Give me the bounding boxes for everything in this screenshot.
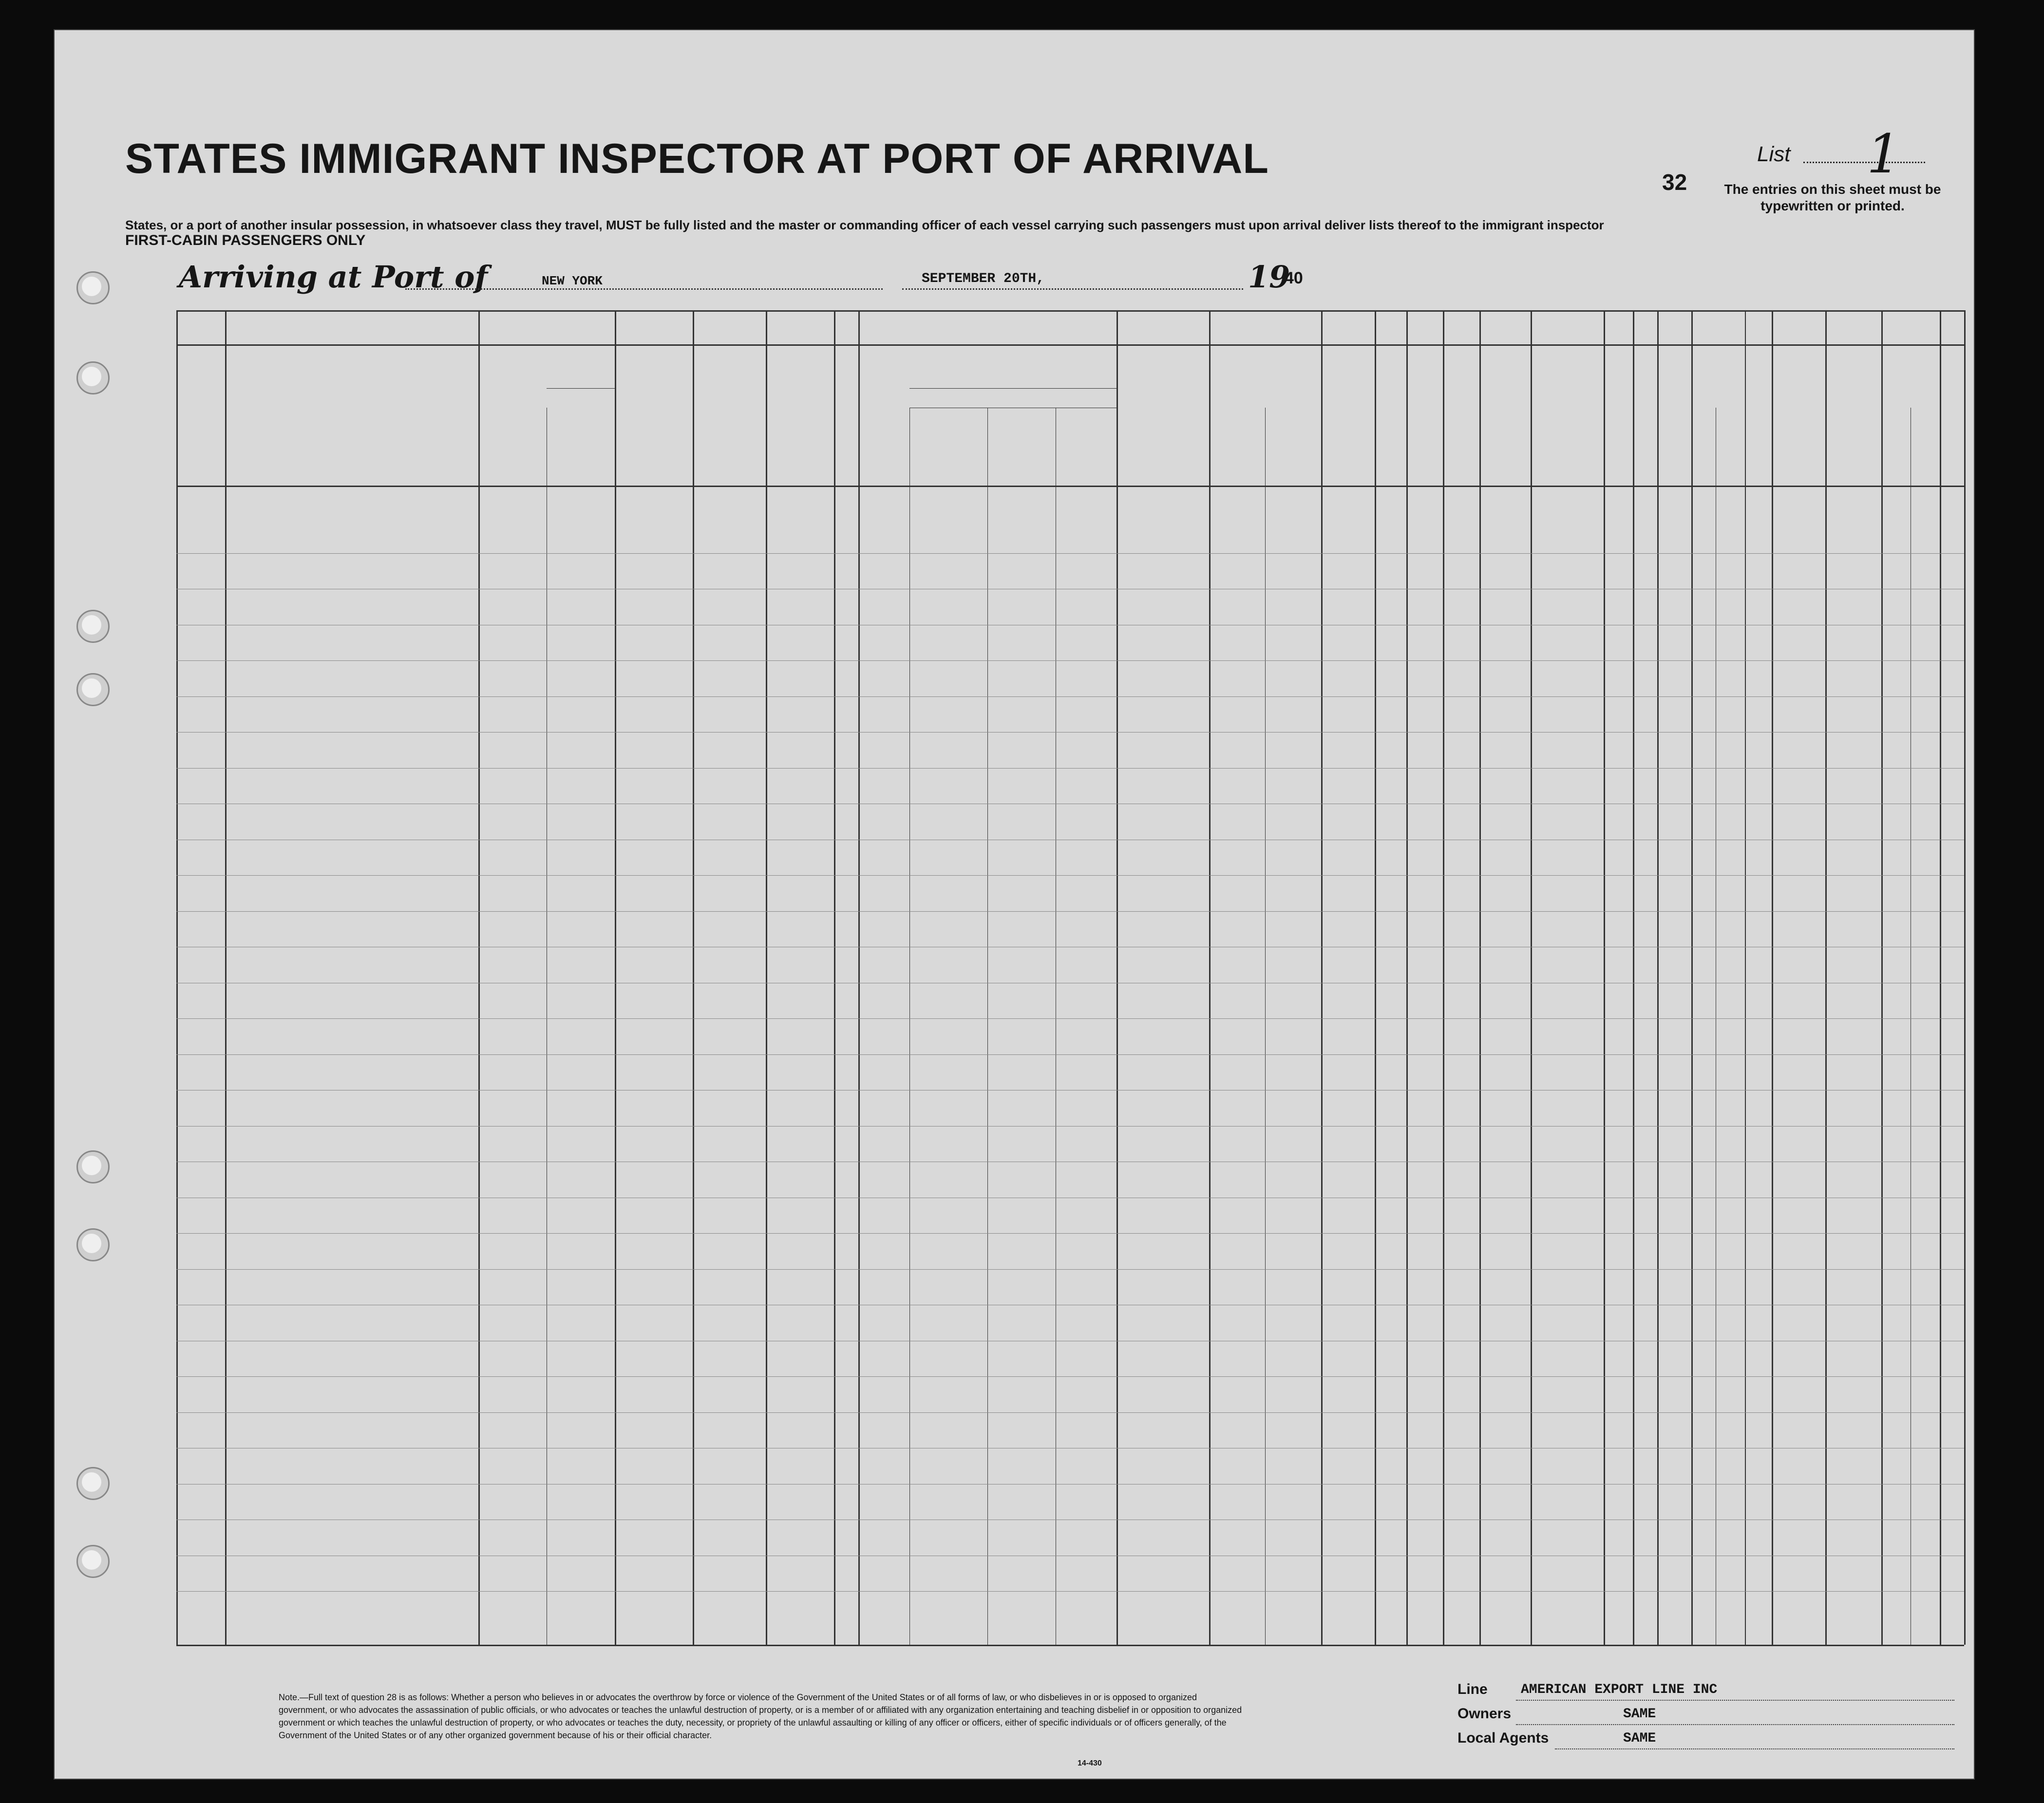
row-rule	[176, 1376, 1964, 1377]
year-prefix: 19	[1248, 259, 1290, 295]
column-rule	[1321, 310, 1323, 1645]
subcolumn-rule	[1265, 408, 1266, 1645]
year-suffix: 40	[1285, 269, 1303, 287]
row-rule	[176, 696, 1964, 697]
agents-value: SAME	[1623, 1731, 1656, 1746]
column-rule	[834, 310, 835, 1645]
binder-hole-icon	[76, 271, 110, 304]
owners-value: SAME	[1623, 1707, 1656, 1722]
manifest-sheet	[54, 29, 1975, 1780]
row-rule	[176, 768, 1964, 769]
column-rule	[1209, 310, 1211, 1645]
row-rule	[176, 1269, 1964, 1270]
page-subtitle: States, or a port of another insular possession, in whatsoever class they travel, MUST be fully listed and the master or commanding officer of each vessel carrying such passengers must upon arrival deliver lists thereof to the immigrant inspector	[125, 218, 1604, 232]
column-rule	[1443, 310, 1444, 1645]
column-rule	[1940, 310, 1941, 1645]
column-rule	[1691, 310, 1693, 1645]
owners-label: Owners	[1457, 1706, 1512, 1722]
row-rule	[176, 911, 1964, 912]
header-rule	[176, 310, 1964, 312]
column-rule	[1825, 310, 1827, 1645]
line-label: Line	[1457, 1681, 1488, 1697]
header-rule	[176, 344, 1964, 346]
column-rule	[176, 310, 178, 1645]
sheet-number: 32	[1662, 169, 1687, 195]
row-rule	[176, 1018, 1964, 1019]
footer-rule	[1516, 1700, 1954, 1701]
subheader-rule	[547, 388, 615, 389]
binder-hole-icon	[76, 361, 110, 394]
port-value: NEW YORK	[542, 274, 603, 288]
column-rule	[225, 310, 227, 1645]
column-rule	[766, 310, 767, 1645]
binder-hole-icon	[76, 1545, 110, 1578]
arriving-label: Arriving at Port of	[179, 259, 488, 295]
row-rule	[176, 660, 1964, 661]
typewritten-instructions: The entries on this sheet must be typewritten or printed.	[1724, 182, 1941, 213]
binder-hole-icon	[76, 1150, 110, 1183]
binder-hole-icon	[76, 610, 110, 643]
manifest-table	[176, 310, 1964, 1645]
row-rule	[176, 1126, 1964, 1127]
column-rule	[1375, 310, 1376, 1645]
class-label: FIRST-CABIN PASSENGERS ONLY	[125, 232, 366, 248]
port-line	[405, 288, 883, 290]
row-rule	[176, 875, 1964, 876]
column-rule	[1964, 310, 1966, 1645]
date-line	[902, 288, 1243, 290]
form-code: 14-430	[1078, 1759, 1102, 1767]
row-rule	[176, 553, 1964, 554]
row-rule	[176, 1412, 1964, 1413]
column-rule	[1531, 310, 1532, 1645]
column-rule	[1406, 310, 1408, 1645]
subheader-rule	[909, 388, 1117, 389]
row-rule	[176, 1233, 1964, 1234]
row-rule	[176, 1054, 1964, 1055]
line-value: AMERICAN EXPORT LINE INC	[1521, 1682, 1718, 1697]
column-rule	[858, 310, 860, 1645]
column-rule	[693, 310, 694, 1645]
subcolumn-rule	[909, 408, 910, 1645]
question-28-note: Note.—Full text of question 28 is as follows: Whether a person who believes in or advocates the overthrow by force or violence of the Government of the United States or of all forms of law, or who disbelieves in or is opposed to organized government, or who advocates the assassination of public officials, or who advocates or teaches the unlawful destruction of property, or is a member of or affiliated with any organization entertaining and teaching disbelief in or opposition to organized government or which teaches the unlawful destruction of property, or who advocates or teaches the duty, necessity, or propriety of the unlawful assaulting or killing of any officer or officers, either of specific individuals or of officers generally, of the Government of the United States or of any other organized government because of his or their official character.	[279, 1692, 1242, 1740]
subcolumn-rule	[987, 408, 988, 1645]
subcolumn-rule	[1745, 310, 1746, 1645]
footer-rule	[1516, 1724, 1954, 1725]
binder-hole-icon	[76, 1228, 110, 1261]
column-rule	[1479, 310, 1481, 1645]
column-rule	[1604, 310, 1605, 1645]
binder-hole-icon	[76, 673, 110, 706]
table-bottom-rule	[176, 1645, 1964, 1646]
column-rule	[1633, 310, 1634, 1645]
list-line	[1803, 162, 1925, 163]
column-rule	[478, 310, 480, 1645]
list-label: List	[1757, 142, 1791, 166]
footer-rule	[1555, 1748, 1954, 1749]
column-rule	[1881, 310, 1883, 1645]
page-title: STATES IMMIGRANT INSPECTOR AT PORT OF ARRIVAL	[125, 135, 1269, 182]
header-rule	[176, 486, 1964, 487]
list-number: 1	[1867, 123, 1901, 185]
row-rule	[176, 1591, 1964, 1592]
column-rule	[1772, 310, 1773, 1645]
column-rule	[615, 310, 616, 1645]
column-rule	[1657, 310, 1659, 1645]
date-value: SEPTEMBER 20TH,	[922, 271, 1045, 286]
binder-hole-icon	[76, 1467, 110, 1500]
agents-label: Local Agents	[1457, 1730, 1549, 1746]
column-rule	[1117, 310, 1118, 1645]
